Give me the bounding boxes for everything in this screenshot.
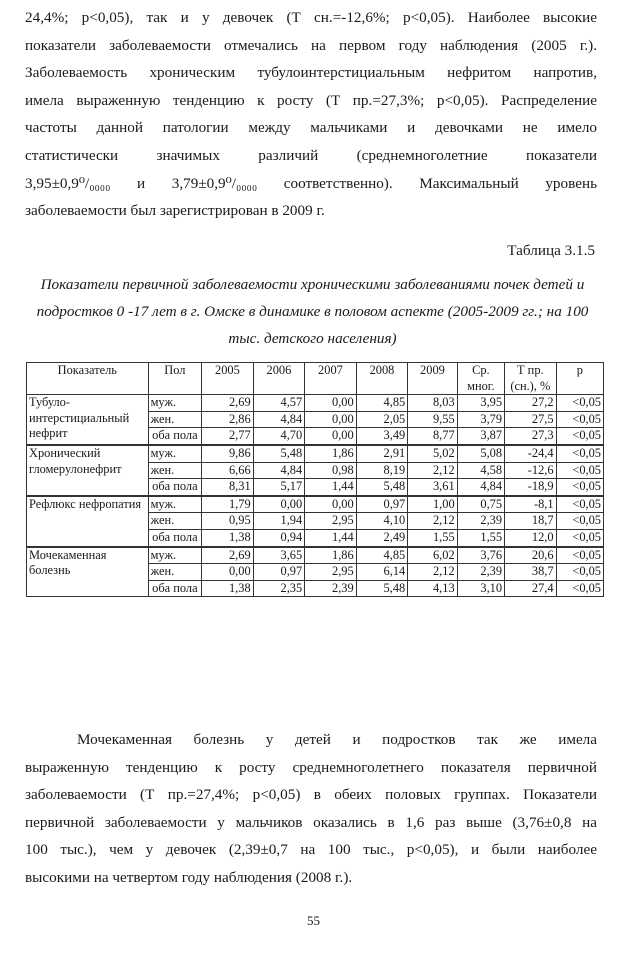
value-cell-y2006: 2,35: [253, 580, 305, 597]
paragraph-2: [25, 726, 597, 892]
text-line: статистически значимых различий (среднемноголетние показатели: [25, 146, 597, 164]
text-line: Заболеваемость хроническим тубулоинтерстициальным нефритом напротив,: [25, 64, 597, 82]
value-cell-y2006: 4,70: [253, 428, 305, 445]
value-cell-y2007: 1,44: [305, 479, 357, 496]
sex-cell: жен.: [148, 564, 202, 581]
table-header-row: [27, 363, 604, 395]
header-p: p: [556, 363, 603, 395]
value-cell-y2007: 0,00: [305, 411, 357, 428]
value-cell-y2009: 2,12: [408, 513, 457, 530]
value-cell-trend: -8,1: [505, 496, 557, 513]
value-cell-p: <0,05: [556, 496, 603, 513]
sex-cell: муж.: [148, 547, 202, 564]
header-indicator: Показатель: [27, 363, 149, 395]
value-cell-trend: 18,7: [505, 513, 557, 530]
value-cell-y2006: 4,84: [253, 462, 305, 479]
paragraph-1: [25, 4, 597, 225]
sex-cell: жен.: [148, 462, 202, 479]
value-cell-y2005: 0,00: [202, 564, 254, 581]
value-cell-y2007: 2,39: [305, 580, 357, 597]
value-cell-y2009: 8,03: [408, 395, 457, 412]
value-cell-p: <0,05: [556, 395, 603, 412]
page-number: 55: [307, 913, 320, 928]
header-2008: 2008: [356, 363, 408, 395]
value-cell-p: <0,05: [556, 479, 603, 496]
value-cell-y2005: 1,79: [202, 496, 254, 513]
value-cell-y2008: 3,49: [356, 428, 408, 445]
value-cell-y2008: 4,85: [356, 547, 408, 564]
value-cell-y2005: 1,38: [202, 580, 254, 597]
value-cell-y2008: 2,49: [356, 529, 408, 546]
value-cell-avg: 4,84: [457, 479, 504, 496]
table-caption: Показатели первичной заболеваемости хроническими заболеваниями почек детей и подростков 0 -17 лет в г. Омске в динамике в половом аспекте (2005-2009 гг.; на 100 тыс. детского населения): [36, 276, 589, 347]
text-line: 100 тыс.), чем у девочек (2,39±0,7 на 100 тыс., p<0,05), и были наиболее: [25, 841, 597, 859]
header-average: Ср. мног.: [457, 363, 504, 395]
value-cell-y2006: 0,00: [253, 496, 305, 513]
table-label: Таблица 3.1.5: [507, 242, 595, 259]
header-2006: 2006: [253, 363, 305, 395]
value-cell-avg: 0,75: [457, 496, 504, 513]
value-cell-trend: 27,3: [505, 428, 557, 445]
value-cell-y2009: 5,02: [408, 445, 457, 462]
header-sex: Пол: [148, 363, 202, 395]
indicator-cell: Мочекаменная болезнь: [27, 547, 149, 597]
header-2009: 2009: [408, 363, 457, 395]
text-line: Мочекаменная болезнь у детей и подростков так же имела: [77, 731, 597, 748]
value-cell-y2008: 5,48: [356, 580, 408, 597]
text-line: первичной заболеваемости у мальчиков оказались в 1,6 раз выше (3,76±0,8 на: [25, 813, 597, 831]
indicator-cell: Рефлюкс нефропатия: [27, 496, 149, 547]
sex-cell: оба пола: [148, 529, 202, 546]
sex-cell: оба пола: [148, 428, 202, 445]
value-cell-trend: 27,2: [505, 395, 557, 412]
value-cell-avg: 3,87: [457, 428, 504, 445]
value-cell-y2005: 2,69: [202, 395, 254, 412]
value-cell-y2008: 6,14: [356, 564, 408, 581]
text-line: 3,95±0,9⁰/₀₀₀₀ и 3,79±0,9⁰/₀₀₀₀ соответственно). Максимальный уровень: [25, 174, 597, 192]
value-cell-avg: 3,79: [457, 411, 504, 428]
value-cell-avg: 2,39: [457, 513, 504, 530]
table-body: [27, 395, 604, 597]
value-cell-avg: 4,58: [457, 462, 504, 479]
indicator-cell: Хронический гломерулонефрит: [27, 445, 149, 496]
value-cell-avg: 3,76: [457, 547, 504, 564]
sex-cell: муж.: [148, 395, 202, 412]
value-cell-p: <0,05: [556, 529, 603, 546]
value-cell-p: <0,05: [556, 428, 603, 445]
value-cell-p: <0,05: [556, 411, 603, 428]
incidence-table: [26, 362, 604, 597]
value-cell-y2009: 1,00: [408, 496, 457, 513]
value-cell-y2009: 3,61: [408, 479, 457, 496]
value-cell-y2006: 0,97: [253, 564, 305, 581]
value-cell-y2007: 1,44: [305, 529, 357, 546]
value-cell-y2009: 2,12: [408, 564, 457, 581]
value-cell-y2006: 5,48: [253, 445, 305, 462]
table-row: [27, 445, 604, 462]
table-row: [27, 496, 604, 513]
value-cell-p: <0,05: [556, 547, 603, 564]
value-cell-avg: 2,39: [457, 564, 504, 581]
value-cell-p: <0,05: [556, 513, 603, 530]
text-line: 24,4%; p<0,05), так и у девочек (Т сн.=-12,6%; p<0,05). Наиболее высокие: [25, 9, 597, 26]
header-trend: Т пр. (сн.), %: [505, 363, 557, 395]
value-cell-trend: -24,4: [505, 445, 557, 462]
indicator-cell: Тубуло-интерстициальный нефрит: [27, 395, 149, 445]
value-cell-y2009: 4,13: [408, 580, 457, 597]
sex-cell: жен.: [148, 411, 202, 428]
value-cell-y2009: 2,12: [408, 462, 457, 479]
value-cell-y2008: 0,97: [356, 496, 408, 513]
value-cell-y2006: 4,57: [253, 395, 305, 412]
value-cell-y2007: 2,95: [305, 513, 357, 530]
value-cell-y2008: 5,48: [356, 479, 408, 496]
value-cell-y2005: 6,66: [202, 462, 254, 479]
value-cell-y2007: 1,86: [305, 445, 357, 462]
text-line: высокими на четвертом году наблюдения (2008 г.).: [25, 868, 353, 886]
value-cell-y2006: 3,65: [253, 547, 305, 564]
value-cell-trend: 27,5: [505, 411, 557, 428]
value-cell-p: <0,05: [556, 445, 603, 462]
text-line: заболеваемости был зарегистрирован в 2009 г.: [25, 202, 325, 220]
value-cell-y2005: 1,38: [202, 529, 254, 546]
value-cell-y2005: 0,95: [202, 513, 254, 530]
table-row: [27, 395, 604, 412]
value-cell-y2007: 0,00: [305, 428, 357, 445]
table-row: [27, 547, 604, 564]
value-cell-p: <0,05: [556, 564, 603, 581]
value-cell-y2008: 4,85: [356, 395, 408, 412]
value-cell-y2005: 8,31: [202, 479, 254, 496]
value-cell-y2007: 0,00: [305, 395, 357, 412]
value-cell-y2008: 2,91: [356, 445, 408, 462]
value-cell-p: <0,05: [556, 462, 603, 479]
value-cell-avg: 5,08: [457, 445, 504, 462]
value-cell-p: <0,05: [556, 580, 603, 597]
value-cell-y2007: 1,86: [305, 547, 357, 564]
value-cell-avg: 1,55: [457, 529, 504, 546]
text-line: выраженную тенденцию к росту среднемноголетнего показателя первичной: [25, 758, 597, 776]
value-cell-y2007: 0,98: [305, 462, 357, 479]
value-cell-y2008: 4,10: [356, 513, 408, 530]
sex-cell: оба пола: [148, 580, 202, 597]
value-cell-y2007: 0,00: [305, 496, 357, 513]
value-cell-y2005: 9,86: [202, 445, 254, 462]
text-line: показатели заболеваемости отмечались на первом году наблюдения (2005 г.).: [25, 36, 597, 54]
value-cell-y2005: 2,86: [202, 411, 254, 428]
value-cell-trend: -12,6: [505, 462, 557, 479]
sex-cell: муж.: [148, 445, 202, 462]
value-cell-y2006: 4,84: [253, 411, 305, 428]
sex-cell: жен.: [148, 513, 202, 530]
value-cell-y2007: 2,95: [305, 564, 357, 581]
text-line: имела выраженную тенденцию к росту (Т пр.=27,3%; p<0,05). Распределение: [25, 91, 597, 109]
value-cell-avg: 3,95: [457, 395, 504, 412]
value-cell-y2009: 9,55: [408, 411, 457, 428]
value-cell-y2009: 6,02: [408, 547, 457, 564]
value-cell-avg: 3,10: [457, 580, 504, 597]
sex-cell: муж.: [148, 496, 202, 513]
value-cell-y2009: 8,77: [408, 428, 457, 445]
header-2007: 2007: [305, 363, 357, 395]
value-cell-y2006: 1,94: [253, 513, 305, 530]
value-cell-y2008: 2,05: [356, 411, 408, 428]
value-cell-trend: -18,9: [505, 479, 557, 496]
value-cell-y2006: 0,94: [253, 529, 305, 546]
value-cell-trend: 20,6: [505, 547, 557, 564]
value-cell-trend: 12,0: [505, 529, 557, 546]
value-cell-y2008: 8,19: [356, 462, 408, 479]
value-cell-y2005: 2,69: [202, 547, 254, 564]
value-cell-y2005: 2,77: [202, 428, 254, 445]
value-cell-trend: 38,7: [505, 564, 557, 581]
text-line: частоты данной патологии между мальчиками и девочками не имело: [25, 119, 597, 137]
sex-cell: оба пола: [148, 479, 202, 496]
value-cell-y2006: 5,17: [253, 479, 305, 496]
text-line: заболеваемости (Т пр.=27,4%; p<0,05) в обеих половых группах. Показатели: [25, 786, 597, 804]
value-cell-trend: 27,4: [505, 580, 557, 597]
header-2005: 2005: [202, 363, 254, 395]
value-cell-y2009: 1,55: [408, 529, 457, 546]
